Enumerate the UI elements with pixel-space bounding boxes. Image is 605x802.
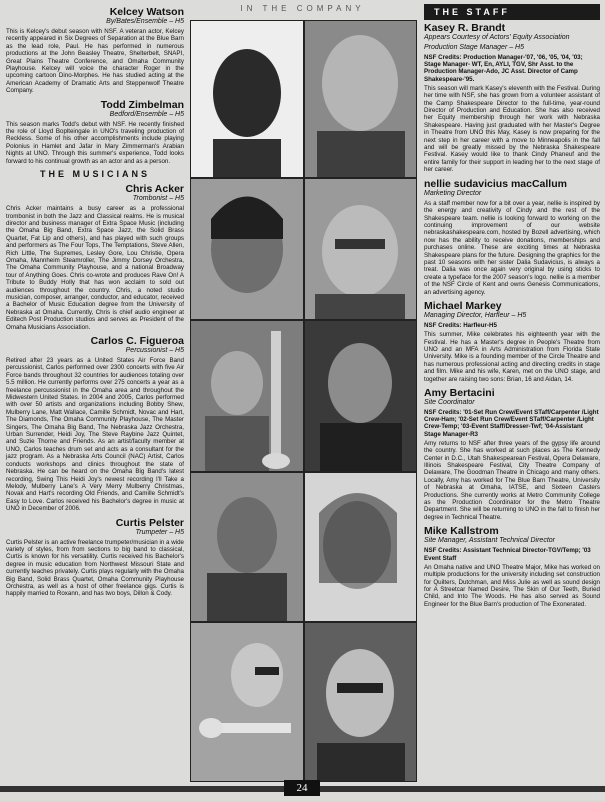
headshot-photo	[304, 622, 417, 782]
headshot-photo	[304, 472, 417, 622]
headshot-photo	[190, 178, 304, 320]
bio-role: Site Manager, Assistant Technical Director	[424, 537, 555, 545]
bio-name: Curtis Pelster	[115, 516, 184, 529]
bio-role: Site Coordinator	[424, 399, 475, 407]
bio-name: Carlos C. Figueroa	[90, 335, 184, 347]
bio-subrole: Production Stage Manager – H5	[424, 44, 525, 51]
bio-role: Trumpeter – H5	[135, 528, 184, 536]
bio-name: Amy Bertacini	[424, 387, 495, 400]
bio-credits: NSF Credits: Assistant Technical Director-TGV/Temp; '03 Event Staff	[424, 547, 591, 562]
headshot-photo	[190, 622, 304, 782]
bio-text: This is Kelcey's debut season with NSF. A veteran actor, Kelcey recently appeared in Six Degrees of Separation at the Blue Barn as the lead role, Paul. He has performed in numerous productions at the John Beasley Theatre, Shelterbelt, SNAPI, Great Plains Theatre Conference, and Omaha Community Playhouse. Kelcey will voice the character Roger in the upcoming cartoon Dino-Morphes. He has studied acting at the American Academy of Dramatic Arts and Steppenwolf Theatre Company.	[6, 28, 184, 95]
bio-credits: NSF Credits: Harfleur-H5	[424, 321, 497, 329]
headshot-photo	[190, 20, 304, 178]
bio-text: This season marks Todd's debut with NSF. He recently finished the role of Lloyd Boplteingale in UNO's traveling production of Reckless. Some of his other accomplishments include playing Polonius in Hamlet and Jafar in Mary Zimmerman's Arabian Nights at UNO. Through this summer's experience, Todd looks forward to his continual growth as an actor and as a person.	[6, 120, 184, 165]
headshot-photo	[304, 178, 417, 320]
headshot-photo	[304, 20, 417, 178]
bio-text: Retired after 23 years as a United States Air Force Band percussionist, Carlos performed over 2300 concerts with five Air Force bands throughout 32 countries for audiences totaling over 5.5 million. He currently performs over 275 concerts a year as a freelance percussionist in the Omaha area and throughout the Midwestern United States. In 2004 and 2005, Carlos performed with over 50 artists and organizations including Bobby Shew, Mulberry Lane, Matt Wallace, Camille Schmidt, Novac and Hart, The Diamonds, The Omaha Community Playhouse, The Master Singers, The Omaha Big Band, The Nebraska Jazz Orchestra, Urban Surrender, Heidi Joy, The Steve Raybine Jazz Quintet, and Suzie Thorne and Friends. As an artist/faculty member at UNO, Carlos teaches drum set and acts as a consultant for the jazz program. As a Nebraska Arts Council (NAC) Artist, Carlos conducts workshops and clinics throughout the state of Nebraska. He can be heard on the Omaha Big Band's latest recording, Swing This Heidi Joy's newest recording I'll Take a Melody, Mulberry Lane's A Very Merry Mulberry Christmas, Novak and Hart's recording Old Friends, and Camille Schmidt's Easy to Love. Carlos received his Bachelor's degree in music at UNO in December of 2006.	[6, 357, 184, 513]
left-column	[6, 6, 184, 786]
bio-name: Kasey R. Brandt	[424, 22, 506, 34]
bio-name: nellie sudavicius macCallum	[424, 177, 567, 190]
right-column	[424, 22, 600, 802]
bio-text: As a staff member now for a bit over a year, nellie is inspired by the energy and creativity of Cindy and the rest of the Shakespeare team. nellie is looking forward to working on the continuing improvement of our website nebraskashakespeare.com, hosted by Bozell advertising, which now has the ability to receive donations, memberships and purchases online. These are exciting times at Nebraska Shakespeare plans for the future. Designing the graphics for the past 10 seasons with her sister Dalia Sudavicius, is always a treat. Dalia was once again very original by using sticks to create a typeface for the 2007 season's logo. nellie is a member of the NSF Circle of Kent and owns Genesis Communications, an advertising agency.	[424, 199, 600, 296]
bio-role: Marketing Director	[424, 189, 482, 197]
bio-credits: NSF Credits: Production Manager-'07, '06, '05, '04, '03; Stage Manager- WT, En, AYLI, TGV, Shr Asst. to the Production Manager-Ado, JC Asst. Director of Camp Shakespeare-'95.	[424, 54, 583, 83]
bio-text: Amy returns to NSF after three years of the gypsy life around the country. She has worked at such places as The Kennedy Center in D.C., Utah Shakespearean Festival, Opera Delaware, Illinois Shakespeare Festival, City Theatre Company of Delaware, The Goodman Theatre in Chicago and many others. Locally, Amy has worked for The Blue Barn Theatre, University of Nebraska at Omaha, IATSE, and Sixteen Casters Productions. She currently works at Metro Community College as the Production Coordinator for the Metro Theatre Department. She will be returning to UNO in the fall to finish her degree in Technical Theatre.	[424, 439, 600, 521]
page-number: 24	[284, 780, 320, 796]
bio-role: Managing Director, Harfleur – H5	[424, 311, 527, 319]
bio-role: By/Bates/Ensemble – H5	[106, 18, 184, 25]
bio-name: Mike Kallstrom	[424, 525, 499, 538]
headshot-photo	[190, 320, 304, 472]
headshot-photo	[304, 320, 417, 472]
bio-role: Trombonist – H5	[132, 195, 184, 203]
bio-credits: NSF Credits: '01-Set Run Crew/Event STaff/Carpenter /Light Crew-Ham; '02-Set Run Crew/Event STaff/Carpenter /Light Crew-Temp; '03-Event Staff/Dresser-Twf; '04-Assistant Stage Manager-R3	[424, 409, 599, 438]
headshot-photo	[190, 472, 304, 622]
bio-role: Percussionist – H5	[125, 347, 184, 354]
bio-text: Chris Acker maintains a busy career as a professional trombonist in both the Jazz and Classical realms. He is musical director and business manager of Extra Space Music (including the Omaha Big Band, Extra Space Jazz, the Solid Brass Quartet, Fat Lip and others), and has played with such groups and performers as The Four Tops, The Temptations, Steve Allen, Rich Little, The Supremes, Lesley Gore, Lou Christie, Opera Omaha, Mannheim Steamroller, The Jimmy Dorsey Orchestra, The Omaha Community Playhouse, and a national Broadway tour of Anything Goes. Chris co-wrote and produces Rave On! A Tribute to Buddy Holly that has won acclaim to sold out audiences throughout the country. Chris, a noted studio musician, composer, arranger, conductor, and educator, received a Bachelor of Music Education degree from the University of Nebraska at Omaha. Currently, Chris is chief audio engineer at Editech Post Production studios and serves as President of the Omaha Musicians Association.	[6, 205, 184, 331]
bio-role: Appears Courtesy of Actors' Equity Association	[424, 34, 570, 41]
bio-name: Todd Zimbelman	[100, 98, 184, 111]
section-label: IN THE COMPANY	[240, 4, 365, 13]
musicians-heading: THE MUSICIANS	[39, 169, 150, 180]
bio-text: This summer, Mike celebrates his eighteenth year with the Festival. He has a Master's degree in People's Theatre from UNO and an MFA in Arts Administration from Florida State University. Mike is a founding member of the Circle Theatre and has numerous professional acting and directing credits in stage and film. Mike and his wife, Karen, met on the UNO stage, and together are raising two sons: Brian, 16 and Aidan, 14.	[424, 331, 600, 383]
bio-name: Michael Markey	[424, 299, 502, 312]
bio-name: Chris Acker	[125, 183, 184, 196]
bio-role: Bedford/Ensemble – H5	[109, 110, 184, 118]
staff-heading: THE STAFF	[424, 4, 600, 20]
bio-text: This season will mark Kasey's eleventh with the Festival. During her time with NSF, she has grown from a volunteer assistant of the Camp Shakespeare Director to the full-time, year-round Director of Production and Education. She has also received her Equity membership through her work with Nebraska Shakespeare. Having just graduated with her Master's Degree in Theatre from UNO this May, Kasey is now preparing for the next step in her career with a move to Minneapolis in the fall and will be greatly missed by the Nebraska Shakespeare Festival. Kasey would like to thank Cindy Phaneuf and the entire family for their support in leading her to the next stage of her career.	[424, 84, 600, 174]
bio-name: Kelcey Watson	[109, 6, 184, 18]
bio-text: An Omaha native and UNO Theatre Major, Mike has worked on multiple productions for the university including set construction for Quilters, Dutchman, and Miss Julie as well as sound design for A Streetcar Named Desire, The Skin of Our Teeth, Buried Child, and Into The Woods. He has also served as Sound Engineer for the Blue Barn's production of The Exonerated.	[424, 563, 600, 608]
bio-text: Curtis Pelster is an active freelance trumpeter/musician in a wide variety of styles, from from sections to big band to classical, Curtis is known for his versatility. Curtis received his Bachelor's degree in music education from Northwest Missouri State and currently teaches privately. Curtis plays regularly with the Omaha Big Band, Solid Brass Quartet, Omaha Community Playhouse Orchestra, as well as a host of other freelance gigs. Curtis is happily married to Roxann, and has two boys, Dillon & Cody.	[6, 538, 184, 598]
